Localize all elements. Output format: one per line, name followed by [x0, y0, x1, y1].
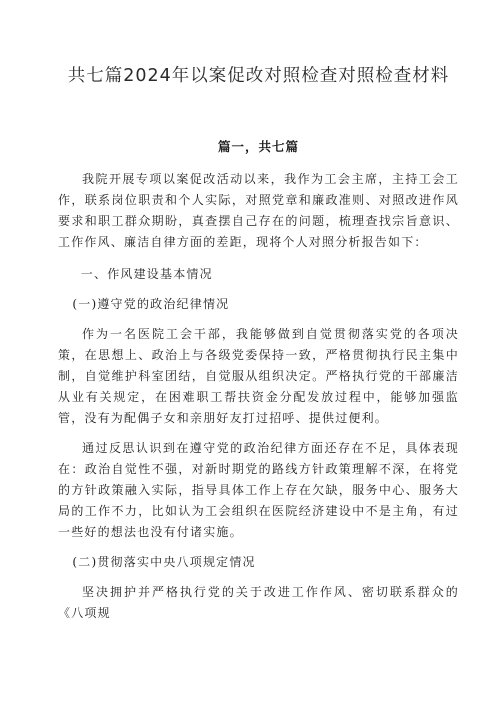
paragraph-discipline-performance: 作为一名医院工会干部，我能够做到自觉贯彻落实党的各项决策，在思想上、政治上与各级党委保持一致，严格贯彻执行民主集中制，自觉维护科室团结，自觉服从组织决定。严格执行党的干部廉洁从业有关规定，在困难职工帮扶资金分配发放过程中，能够加强监管，没有为配偶子女和亲朋好友打过招呼、提供过便利。 — [58, 327, 459, 425]
paragraph-discipline-shortcomings: 通过反思认识到在遵守党的政治纪律方面还存在不足，具体表现在：政治自觉性不强，对新时期党的路线方针政策理解不深，在将党的方针政策融入实际，指导具体工作上存在欠缺，服务中心、服务大局的工作不力，比如认为工会组织在医院经济建设中不是主角，有过一些好的想法也没有付诸实施。 — [58, 441, 459, 539]
section-title: 篇一，共七篇 — [217, 139, 299, 154]
intro-paragraph: 我院开展专项以案促改活动以来，我作为工会主席，主持工会工作，联系岗位职责和个人实际，对照党章和廉政准则、对照改进作风要求和职工群众期盼，真查摆自己存在的问题，梳理查找宗旨意识、工作作风、廉洁自律方面的差距，现将个人对照分析报告如下： — [58, 172, 459, 249]
paragraph-eight-rules: 坚决拥护并严格执行党的关于改进工作作风、密切联系群众的《八项规 — [58, 585, 459, 620]
heading-work-style: 一、作风建设基本情况 — [80, 267, 213, 281]
subheading-political-discipline: (一)遵守党的政治纪律情况 — [72, 297, 230, 311]
subheading-eight-rules: (二)贯彻落实中央八项规定情况 — [72, 555, 256, 569]
document-title: 共七篇2024年以案促改对照检查对照检查材料 — [67, 66, 450, 86]
